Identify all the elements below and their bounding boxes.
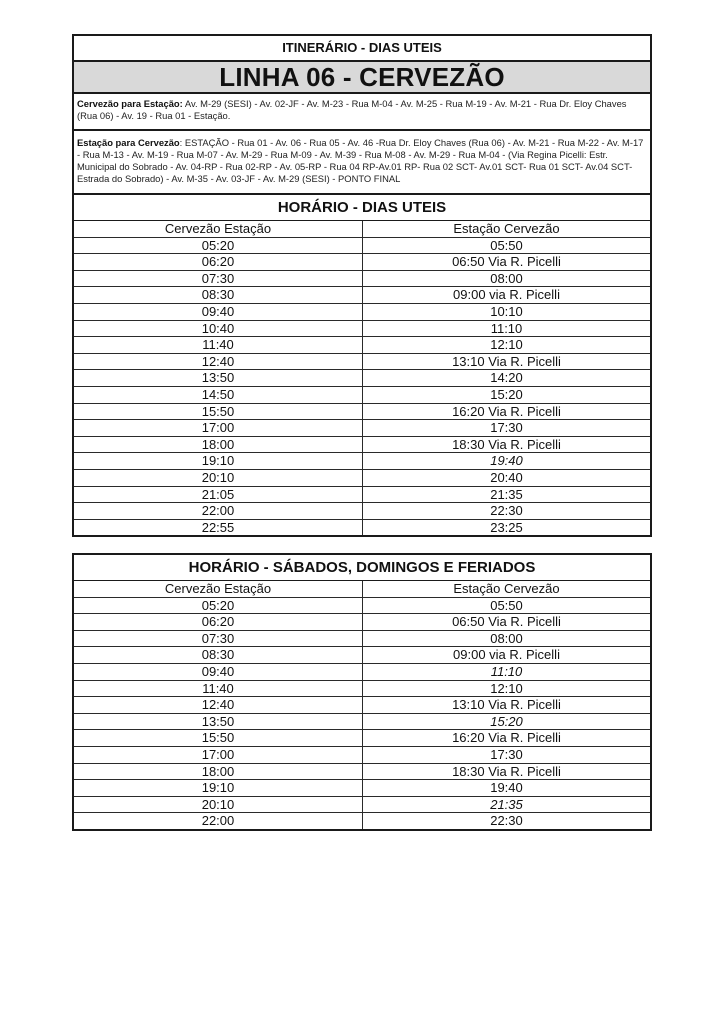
departure-cervezao: 20:10 [74, 469, 363, 486]
departure-cervezao: 07:30 [74, 270, 363, 287]
column-header-estacao-cervezao: Estação Cervezão [363, 221, 651, 237]
departure-cervezao: 22:55 [74, 519, 363, 535]
departure-estacao: 15:20 [363, 713, 651, 730]
table-row [74, 303, 650, 320]
table-row [74, 519, 650, 535]
departure-cervezao: 09:40 [74, 303, 363, 320]
table-row [74, 237, 650, 254]
departure-estacao: 09:00 via R. Picelli [363, 287, 651, 304]
departure-estacao: 20:40 [363, 469, 651, 486]
weekend-schedule-grid [74, 581, 650, 829]
route-outbound-text: Av. M-29 (SESI) - Av. 02-JF - Av. M-23 - Rua M-04 - Av. M-25 - Rua M-19 - Av. M-21 - Rua Dr. Eloy Chaves (Rua 06) - Av. 19 - Rua 01 - Estação. [77, 98, 627, 121]
column-header-estacao-cervezao: Estação Cervezão [363, 581, 651, 597]
column-header-cervezao-estacao: Cervezão Estação [74, 221, 363, 237]
table-row [74, 337, 650, 354]
table-row [74, 680, 650, 697]
table-row [74, 697, 650, 714]
departure-cervezao: 12:40 [74, 697, 363, 714]
weekday-schedule-grid [74, 221, 650, 535]
table-row [74, 270, 650, 287]
table-row [74, 287, 650, 304]
weekend-schedule-title: HORÁRIO - SÁBADOS, DOMINGOS E FERIADOS [74, 555, 650, 581]
route-inbound [74, 131, 650, 197]
table-row [74, 780, 650, 797]
departure-cervezao: 06:20 [74, 254, 363, 271]
departure-cervezao: 12:40 [74, 353, 363, 370]
table-row [74, 353, 650, 370]
departure-cervezao: 08:30 [74, 287, 363, 304]
departure-estacao: 14:20 [363, 370, 651, 387]
table-row [74, 503, 650, 520]
table-row [74, 320, 650, 337]
departure-cervezao: 11:40 [74, 680, 363, 697]
departure-cervezao: 11:40 [74, 337, 363, 354]
departure-estacao: 18:30 Via R. Picelli [363, 436, 651, 453]
departure-cervezao: 13:50 [74, 370, 363, 387]
departure-estacao: 18:30 Via R. Picelli [363, 763, 651, 780]
table-row [74, 813, 650, 829]
departure-estacao: 05:50 [363, 237, 651, 254]
departure-cervezao: 19:10 [74, 780, 363, 797]
departure-cervezao: 15:50 [74, 730, 363, 747]
departure-cervezao: 10:40 [74, 320, 363, 337]
departure-cervezao: 19:10 [74, 453, 363, 470]
departure-cervezao: 13:50 [74, 713, 363, 730]
weekday-schedule-table [72, 193, 652, 537]
table-row [74, 713, 650, 730]
departure-estacao: 12:10 [363, 337, 651, 354]
departure-estacao: 06:50 Via R. Picelli [363, 614, 651, 631]
departure-estacao: 16:20 Via R. Picelli [363, 730, 651, 747]
departure-estacao: 13:10 Via R. Picelli [363, 353, 651, 370]
departure-estacao: 11:10 [363, 320, 651, 337]
departure-estacao: 17:30 [363, 420, 651, 437]
departure-estacao: 08:00 [363, 270, 651, 287]
table-row [74, 746, 650, 763]
departure-estacao: 22:30 [490, 813, 523, 829]
departure-estacao: 05:50 [363, 597, 651, 614]
table-row [74, 420, 650, 437]
departure-estacao: 10:10 [363, 303, 651, 320]
departure-cervezao: 15:50 [74, 403, 363, 420]
table-row [74, 453, 650, 470]
departure-cervezao: 14:50 [74, 386, 363, 403]
departure-estacao: 19:40 [363, 780, 651, 797]
table-row [74, 763, 650, 780]
departure-estacao: 13:10 Via R. Picelli [363, 697, 651, 714]
departure-estacao: 09:00 via R. Picelli [363, 647, 651, 664]
departure-cervezao: 22:00 [74, 813, 363, 829]
route-inbound-label: Estação para Cervezão [77, 137, 180, 148]
line-name-title: LINHA 06 - CERVEZÃO [74, 62, 650, 94]
departure-estacao: 22:30 [363, 503, 651, 520]
departure-estacao: 11:10 [363, 663, 651, 680]
table-row [74, 403, 650, 420]
table-row [74, 469, 650, 486]
departure-estacao: 23:25 [490, 519, 523, 535]
weekend-schedule-table [72, 553, 652, 831]
departure-estacao: 21:35 [363, 486, 651, 503]
departure-estacao: 17:30 [363, 746, 651, 763]
table-row [74, 630, 650, 647]
departure-estacao: 08:00 [363, 630, 651, 647]
departure-cervezao: 21:05 [74, 486, 363, 503]
table-row [74, 730, 650, 747]
departure-estacao: 12:10 [363, 680, 651, 697]
table-row [74, 614, 650, 631]
departure-estacao: 16:20 Via R. Picelli [363, 403, 651, 420]
departure-cervezao: 08:30 [74, 647, 363, 664]
departure-cervezao: 18:00 [74, 436, 363, 453]
table-row [74, 254, 650, 271]
departure-cervezao: 22:00 [74, 503, 363, 520]
table-row [74, 436, 650, 453]
departure-estacao: 06:50 Via R. Picelli [363, 254, 651, 271]
table-row [74, 597, 650, 614]
departure-estacao: 15:20 [363, 386, 651, 403]
column-header-row [74, 581, 650, 597]
table-row [74, 663, 650, 680]
departure-cervezao: 20:10 [74, 796, 363, 813]
itinerary-title: ITINERÁRIO - DIAS UTEIS [74, 36, 650, 62]
column-header-row [74, 221, 650, 237]
route-outbound [74, 94, 650, 131]
departure-cervezao: 06:20 [74, 614, 363, 631]
departure-cervezao: 17:00 [74, 420, 363, 437]
route-inbound-text: : ESTAÇÃO - Rua 01 - Av. 06 - Rua 05 - Av. 46 -Rua Dr. Eloy Chaves (Rua 06) - Av. M-21 - Rua M-22 - Av. M-17 - Rua M-13 - Av. M-19 - Rua M-07 - Av. M-29 - Rua M-09 - Av. M-39 - Rua M-08 - Av. M-29 - Rua M-04 - (Via Regina Picelli: Estr. Municipal do Sobrado - Av. 04-RP - Rua 02-RP - Av. 05-RP - Rua 04 RP-Av.01 RP- Rua 02 SCT- Av.01 SCT- Rua 01 SCT- Av.04 SCT- Estrada do Sobrado) - Av. M-35 - Av. 03-JF - Av. M-29 (SESI) - PONTO FINAL [77, 137, 644, 184]
departure-cervezao: 18:00 [74, 763, 363, 780]
table-row [74, 647, 650, 664]
departure-cervezao: 07:30 [74, 630, 363, 647]
weekday-schedule-title: HORÁRIO - DIAS UTEIS [74, 193, 650, 221]
table-row [74, 386, 650, 403]
departure-estacao: 21:35 [363, 796, 651, 813]
route-outbound-label: Cervezão para Estação: [77, 98, 183, 109]
departure-estacao: 19:40 [363, 453, 651, 470]
itinerary-panel [72, 34, 652, 199]
departure-cervezao: 05:20 [74, 597, 363, 614]
column-header-cervezao-estacao: Cervezão Estação [74, 581, 363, 597]
departure-cervezao: 05:20 [74, 237, 363, 254]
table-row [74, 796, 650, 813]
table-row [74, 370, 650, 387]
departure-cervezao: 09:40 [74, 663, 363, 680]
table-row [74, 486, 650, 503]
departure-cervezao: 17:00 [74, 746, 363, 763]
